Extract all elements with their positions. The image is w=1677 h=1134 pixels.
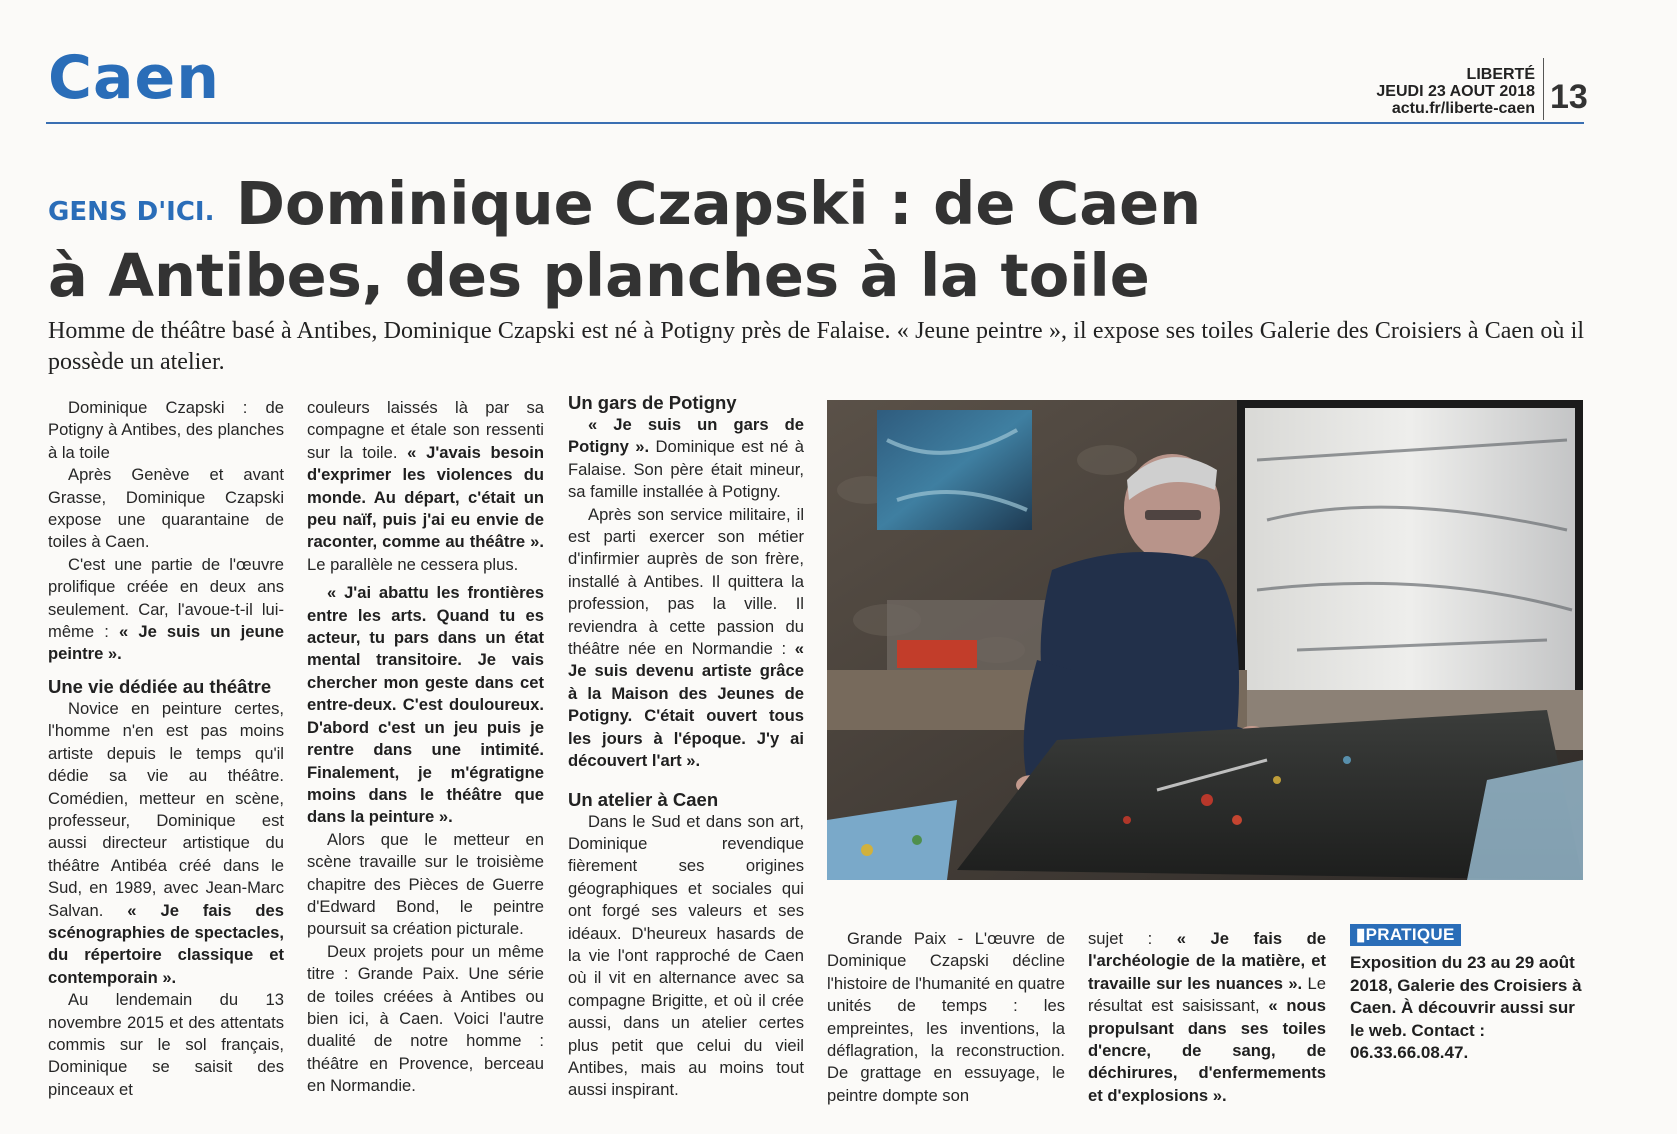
paragraph-text: Novice en peinture certes, l'homme n'en est pas moins artiste depuis le temps qu'il dédie sa vie au théâtre. Comédien, metteur en scène, professeur, Dominique est aussi directeur artistique du théâtre Antibéa créé dans le Sud, en 1989, avec Jean-Marc Salvan. [48, 698, 284, 920]
paragraph-text: couleurs laissés là par sa compagne et étale son ressenti sur la toile. [307, 398, 544, 462]
badge-label: PRATIQUE [1365, 925, 1455, 944]
paragraph-text: Dominique est né à Falaise. Son père était mineur, sa famille installée à Potigny. [568, 437, 804, 502]
article-column-3 [568, 392, 804, 1102]
paragraph [48, 554, 284, 666]
paragraph-text: Le résultat est saisissant, [1088, 973, 1326, 1016]
practical-info-text: Exposition du 23 au 29 août 2018, Galerie des Croisiers à Caen. À découvrir aussi sur le web. Contact : 06.33.66.08.47. [1350, 953, 1582, 1063]
paragraph [568, 504, 804, 773]
paragraph [48, 698, 284, 989]
photo-caption-column-1 [827, 928, 1065, 1107]
photo-caption-column-2 [1088, 928, 1326, 1107]
header-rule [46, 122, 1584, 124]
paragraph-text: Le parallèle ne cessera plus. [307, 554, 519, 574]
paragraph-text: Après son service militaire, il est parti exercer son métier d'infirmier auprès de son frère, installé à Antibes. Il quittera la profession, pas la ville. Il reviendra à cette passion du théâtre née en Normandie : [568, 504, 804, 659]
paragraph: Au lendemain du 13 novembre 2015 et des attentats commis sur le sol français, Dominique se saisit des pinceaux et [48, 990, 284, 1099]
quote-text: « Je fais de l'archéologie de la matière, et travaille sur les nuances ». [1088, 929, 1326, 993]
article-photo [827, 400, 1583, 880]
headline-line-1: Dominique Czapski : de Caen [236, 169, 1202, 238]
article-column-2 [307, 397, 544, 1098]
painter-at-work-image [827, 400, 1583, 880]
quote-text: « Je fais des scénographies de spectacles, du répertoire classique et contemporain ». [48, 900, 284, 987]
quote-text: « J'ai abattu les frontières entre les arts. Quand tu es acteur, tu pars dans un état mental transitoire. Je vais chercher mon geste dans cet entre-deux. C'est douloureux. D'abord c'est un jeu puis je rentre dans une intimité. Finalement, je m'égratigne moins dans le théâtre que dans la peinture ». [307, 583, 544, 827]
paragraph [307, 582, 544, 828]
paragraph [568, 414, 804, 504]
subheading: Une vie dédiée au théâtre [48, 675, 272, 697]
quote-text: « Je suis un jeune peintre ». [48, 622, 285, 664]
headline-line-2: à Antibes, des planches à la toile [48, 241, 1150, 310]
paragraph-text: Après Genève et avant Grasse, Dominique Czapski expose une quarantaine de toiles à Caen. [48, 465, 284, 552]
page-number: 13 [1550, 78, 1588, 116]
caption-text [1088, 928, 1326, 1107]
kicker: GENS D'ICI. [48, 197, 215, 227]
paragraph: Deux projets pour un même titre : Grande Paix. Une série de toiles créées à Antibes ou bien ici, à Caen. Voici l'autre dualité de notre homme : théâtre en Provence, berceau en Normandie. [307, 941, 544, 1096]
header-divider [1543, 58, 1544, 120]
paper-url: actu.fr/liberte-caen [1391, 100, 1535, 117]
masthead [1376, 66, 1535, 117]
paragraph-text: sujet : [1088, 929, 1177, 948]
caption-text: Grande Paix - L'œuvre de Dominique Czapski décline l'histoire de l'humanité en quatre unités de temps : les empreintes, les inventions, la déflagration, la reconstruction. De grattage en essuyage, le peintre dompte son [827, 929, 1065, 1105]
practical-info-badge: ▮PRATIQUE [1350, 924, 1461, 946]
paper-name: LIBERTÉ [1466, 66, 1535, 83]
paragraph: Dans le Sud et dans son art, Dominique revendique fièrement ses origines géographiques et sociales qui ont forgé ses valeurs et ses idéaux. D'heureux hasards de la vie l'ont rapproché de Caen où il vit en alternance avec sa compagne Brigitte, et où il crée aussi, dans un atelier certes plus petit que celui du vieil Antibes, mais au moins tout aussi inspirant. [568, 811, 804, 1100]
quote-text: « Je suis un gars de Potigny ». [568, 415, 804, 457]
paragraph [307, 397, 544, 576]
paragraph-text: C'est une partie de l'œuvre prolifique créée en deux ans seulement. Car, l'avoue-t-il lui-même : [48, 554, 284, 642]
article-column-1 [48, 397, 284, 1101]
article-deck: Homme de théâtre basé à Antibes, Dominique Czapski est né à Potigny près de Falaise. « Jeune peintre », il expose ses toiles Galerie des Croisiers à Caen où il possède un atelier. [48, 318, 1584, 375]
subheading: Un atelier à Caen [568, 788, 719, 810]
practical-info-box [1350, 924, 1582, 1064]
paragraph [48, 464, 284, 554]
headline [48, 168, 1568, 312]
quote-text: « Je suis devenu artiste grâce à la Maison des Jeunes de Potigny. C'était ouvert tous les jours à l'époque. J'y ai découvert l'art ». [568, 639, 804, 771]
issue-date: JEUDI 23 AOUT 2018 [1376, 83, 1535, 100]
paragraph: Dominique Czapski : de Potigny à Antibes, des planches à la toile [48, 398, 284, 462]
quote-text: « J'avais besoin d'exprimer les violences du monde. Au départ, c'était un peu naïf, puis j'ai eu envie de raconter, comme au théâtre ». [307, 442, 545, 552]
subheading: Un gars de Potigny [568, 392, 737, 413]
quote-text: « nous propulsant dans ses toiles d'encre, de sang, de déchirures, d'enfermements et d'explosions ». [1088, 996, 1326, 1105]
paragraph: Alors que le metteur en scène travaille sur le troisième chapitre des Pièces de Guerre d'Edward Bond, le peintre poursuit sa création picturale. [307, 829, 544, 939]
section-title: Caen [48, 43, 220, 113]
